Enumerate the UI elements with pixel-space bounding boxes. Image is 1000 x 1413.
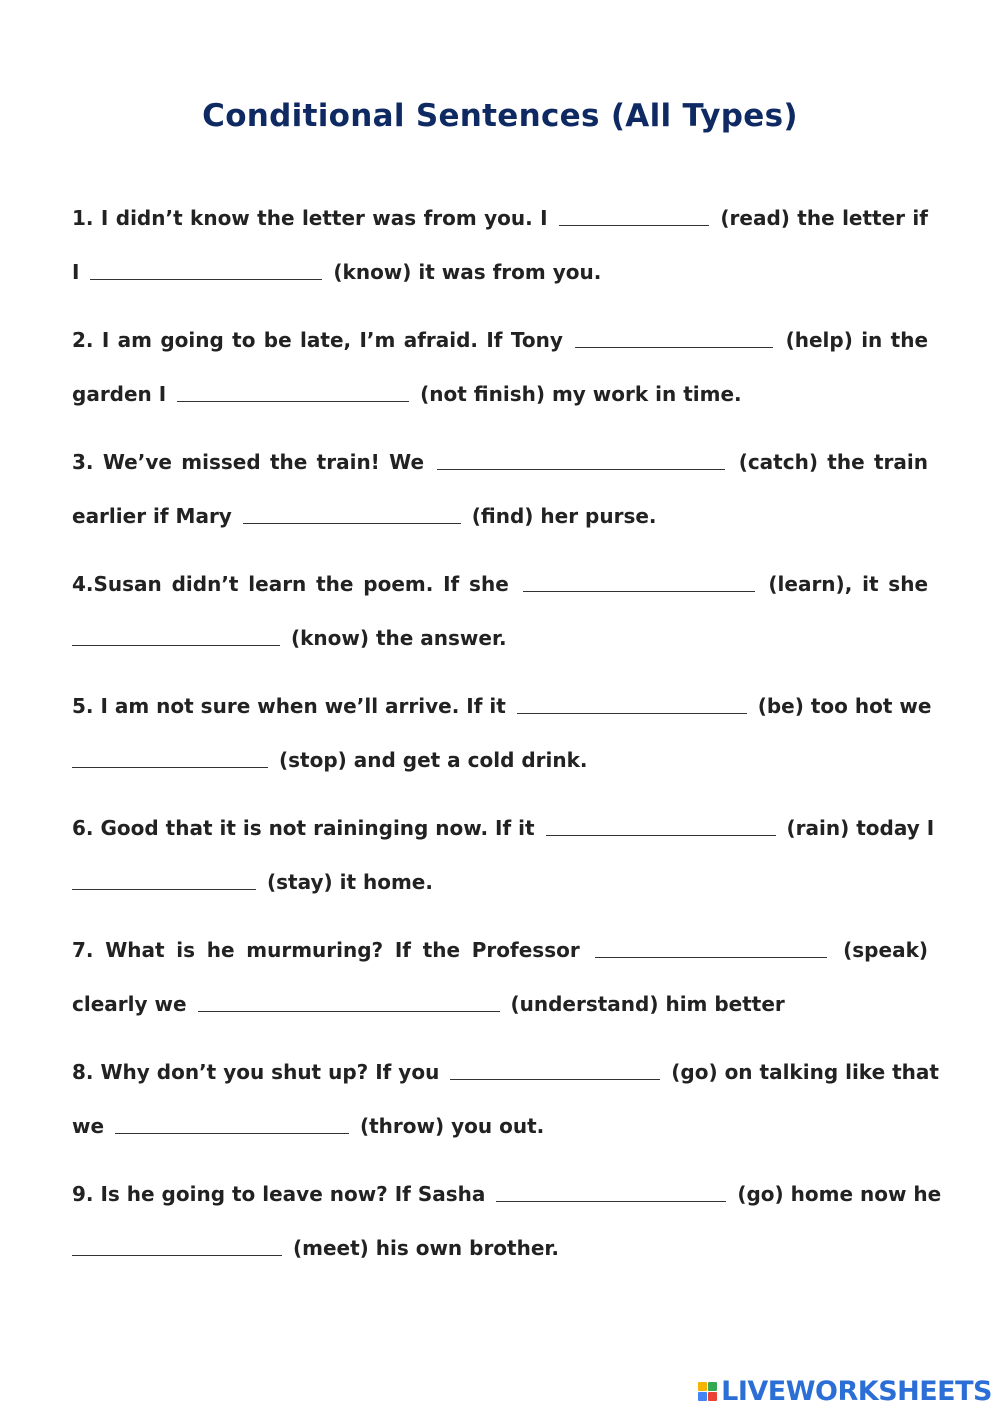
exercise-line — [72, 930, 928, 984]
answer-blank[interactable] — [575, 346, 773, 348]
answer-blank[interactable] — [198, 1010, 500, 1012]
exercise-text: clearly we — [72, 992, 187, 1016]
answer-blank[interactable] — [523, 590, 755, 592]
exercise-line — [72, 984, 928, 1038]
exercise-line — [72, 252, 928, 306]
answer-blank[interactable] — [72, 888, 256, 890]
liveworksheets-logo-icon — [698, 1382, 717, 1401]
exercise-line — [72, 1174, 942, 1228]
exercise-line — [72, 740, 928, 794]
exercise-text: (find) her purse. — [471, 504, 657, 528]
exercise-text: (know) the answer. — [290, 626, 507, 650]
exercise-text: 3. We’ve missed the train! We — [72, 450, 425, 474]
answer-blank[interactable] — [546, 834, 776, 836]
exercise-item — [72, 1052, 939, 1160]
exercise-line — [72, 374, 928, 428]
exercise-text: (stop) and get a cold drink. — [278, 748, 588, 772]
page-title: Conditional Sentences (All Types) — [202, 98, 798, 134]
exercise-text: we — [72, 1114, 105, 1138]
exercise-text: (learn), it she — [768, 572, 929, 596]
exercise-text: (read) the letter if — [720, 206, 928, 230]
exercise-text: (catch) the train — [738, 450, 928, 474]
exercise-line — [72, 808, 935, 862]
answer-blank[interactable] — [72, 644, 280, 646]
exercise-item — [72, 198, 928, 306]
exercise-line — [72, 862, 928, 916]
answer-blank[interactable] — [559, 224, 709, 226]
exercise-text: 4.Susan didn’t learn the poem. If she — [72, 572, 509, 596]
exercise-text: (rain) today I — [786, 816, 935, 840]
answer-blank[interactable] — [437, 468, 725, 470]
exercise-text: (go) on talking like that — [671, 1060, 939, 1084]
exercise-line — [72, 564, 928, 618]
exercise-text: (stay) it home. — [266, 870, 433, 894]
exercise-text: 2. I am going to be late, I’m afraid. If Tony — [72, 328, 563, 352]
exercise-text: 7. What is he murmuring? If the Professor — [72, 938, 580, 962]
exercise-text: (help) in the — [785, 328, 929, 352]
exercise-item — [72, 442, 928, 550]
exercise-line — [72, 1228, 928, 1282]
answer-blank[interactable] — [177, 400, 409, 402]
answer-blank[interactable] — [115, 1132, 349, 1134]
answer-blank[interactable] — [72, 1254, 282, 1256]
exercise-item — [72, 564, 928, 672]
exercise-text: I — [72, 260, 80, 284]
answer-blank[interactable] — [450, 1078, 660, 1080]
exercise-text: (speak) — [843, 938, 929, 962]
exercise-item — [72, 808, 935, 916]
exercise-text: (know) it was from you. — [333, 260, 602, 284]
exercise-item — [72, 686, 932, 794]
exercise-text: (not finish) my work in time. — [420, 382, 742, 406]
exercise-text: 8. Why don’t you shut up? If you — [72, 1060, 440, 1084]
answer-blank[interactable] — [496, 1200, 726, 1202]
exercise-text: (be) too hot we — [757, 694, 932, 718]
exercise-list — [72, 198, 942, 1296]
answer-blank[interactable] — [243, 522, 461, 524]
answer-blank[interactable] — [90, 278, 322, 280]
exercise-text: earlier if Mary — [72, 504, 232, 528]
exercise-text: 6. Good that it is not raininging now. If it — [72, 816, 535, 840]
exercise-text: garden I — [72, 382, 167, 406]
exercise-line — [72, 496, 928, 550]
exercise-item — [72, 1174, 942, 1282]
exercise-text: 1. I didn’t know the letter was from you. I — [72, 206, 548, 230]
exercise-line — [72, 1052, 939, 1106]
answer-blank[interactable] — [595, 956, 827, 958]
exercise-item — [72, 930, 928, 1038]
answer-blank[interactable] — [72, 766, 268, 768]
exercise-line — [72, 618, 928, 672]
exercise-line — [72, 198, 928, 252]
exercise-line — [72, 320, 928, 374]
exercise-item — [72, 320, 928, 428]
answer-blank[interactable] — [517, 712, 747, 714]
exercise-line — [72, 1106, 928, 1160]
exercise-text: (understand) him better — [510, 992, 785, 1016]
liveworksheets-logo[interactable] — [698, 1373, 992, 1409]
exercise-text: (throw) you out. — [359, 1114, 545, 1138]
exercise-line — [72, 686, 932, 740]
exercise-text: 5. I am not sure when we’ll arrive. If it — [72, 694, 506, 718]
logo-text: LIVEWORKSHEETS — [721, 1375, 992, 1407]
exercise-text: 9. Is he going to leave now? If Sasha — [72, 1182, 486, 1206]
exercise-text: (go) home now he — [737, 1182, 942, 1206]
exercise-text: (meet) his own brother. — [292, 1236, 560, 1260]
exercise-line — [72, 442, 928, 496]
